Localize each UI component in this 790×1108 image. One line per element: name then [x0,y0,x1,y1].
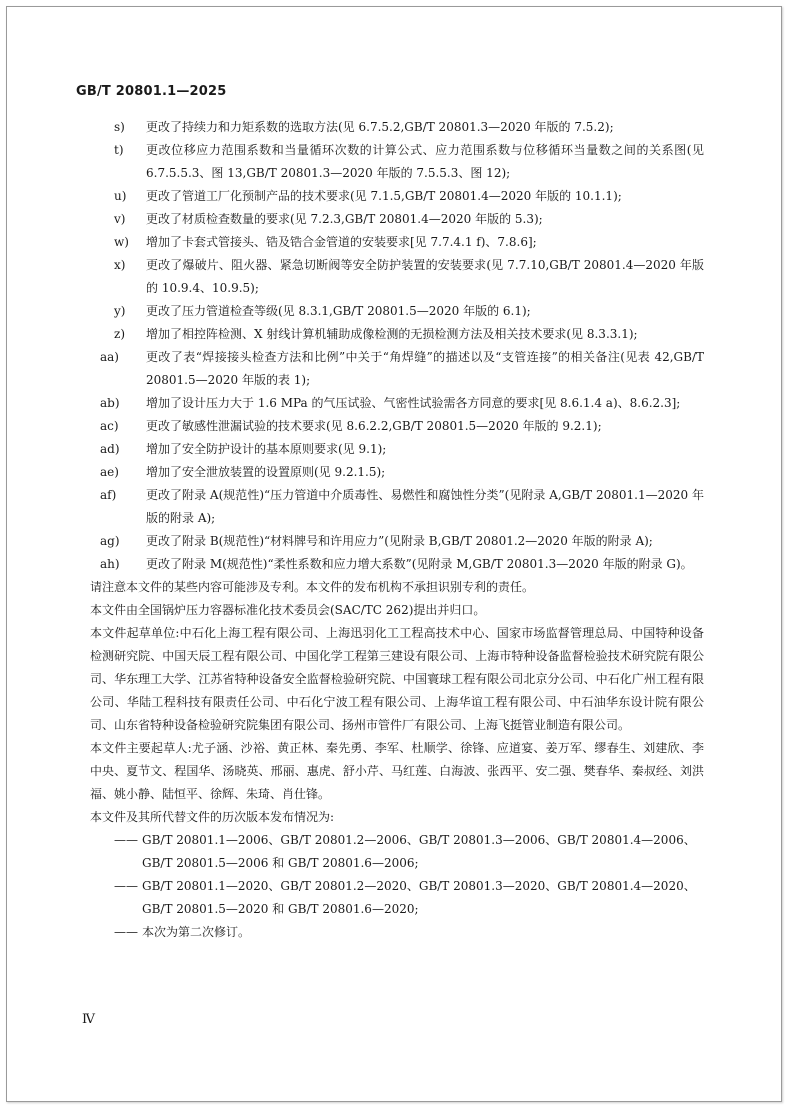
change-item [114,185,704,208]
proposer-statement: 本文件由全国锅炉压力容器标准化技术委员会(SAC/TC 262)提出并归口。 [90,603,486,617]
main-drafters: 本文件主要起草人:尤子涵、沙裕、黄正林、秦先勇、李军、杜顺学、徐锋、应道宴、姜万军、缪春生、刘建欣、李中央、夏节文、程国华、汤晓英、邢丽、惠虎、舒小芹、马红莲、白海波、张西平、安二强、樊春华、秦叔经、刘洪福、姚小静、陆恒平、徐辉、朱琦、肖仕锋。 [90,741,704,801]
change-item [114,300,704,323]
history-list [90,829,704,944]
change-item [100,415,704,438]
change-item [100,461,704,484]
history-item-text: 本次为第二次修订。 [142,925,251,939]
patent-note: 请注意本文件的某些内容可能涉及专利。本文件的发布机构不承担识别专利的责任。 [90,580,535,594]
change-item-text: 更改了持续力和力矩系数的选取方法(见 6.7.5.2,GB/T 20801.3—2020 年版的 7.5.2); [146,120,614,134]
history-item-text: GB/T 20801.1—2020、GB/T 20801.2—2020、GB/T 20801.3—2020、GB/T 20801.4—2020、GB/T 20801.5—2020 和 GB/T 20801.6—2020; [142,879,696,916]
change-item [114,231,704,254]
doc-header-code: GB/T 20801.1—2025 [76,84,227,99]
change-item-label: ag) [100,534,120,548]
change-item-label: y) [114,304,126,318]
history-intro: 本文件及其所代替文件的历次版本发布情况为: [90,810,335,824]
change-item [100,346,704,392]
change-item-label: ah) [100,557,120,571]
change-item [114,208,704,231]
history-item-dash: —— [114,879,138,893]
change-item-label: aa) [100,350,119,364]
change-item-text: 增加了设计压力大于 1.6 MPa 的气压试验、气密性试验需各方同意的要求[见 8.6.1.4 a)、8.6.2.3]; [146,396,681,410]
change-item-label: x) [114,258,126,272]
change-item [114,139,704,185]
change-item [114,323,704,346]
change-item-label: s) [114,120,125,134]
change-item-text: 更改了爆破片、阻火器、紧急切断阀等安全防护装置的安装要求(见 7.7.10,GB/T 20801.4—2020 年版的 10.9.4、10.9.5); [146,258,704,295]
change-item-text: 更改了管道工厂化预制产品的技术要求(见 7.1.5,GB/T 20801.4—2020 年版的 10.1.1); [146,189,622,203]
change-item-text: 增加了卡套式管接头、锆及锆合金管道的安装要求[见 7.7.4.1 f)、7.8.6]; [146,235,537,249]
change-item [100,553,704,576]
change-item-label: v) [114,212,126,226]
change-item [100,438,704,461]
change-item-text: 更改了附录 B(规范性)“材料牌号和许用应力”(见附录 B,GB/T 20801.2—2020 年版的附录 A); [146,534,653,548]
change-item-text: 更改了材质检查数量的要求(见 7.2.3,GB/T 20801.4—2020 年版的 5.3); [146,212,543,226]
change-item-label: t) [114,143,124,157]
history-item-dash: —— [114,925,138,939]
change-item-label: ac) [100,419,119,433]
change-item-text: 更改了附录 M(规范性)“柔性系数和应力增大系数”(见附录 M,GB/T 20801.3—2020 年版的附录 G)。 [146,557,693,571]
change-item-text: 更改了敏感性泄漏试验的技术要求(见 8.6.2.2,GB/T 20801.5—2020 年版的 9.2.1); [146,419,602,433]
change-item [100,530,704,553]
history-item [114,921,704,944]
drafting-units: 本文件起草单位:中石化上海工程有限公司、上海迅羽化工工程高技术中心、国家市场监督管理总局、中国特种设备检测研究院、中国天辰工程有限公司、中国化学工程第三建设有限公司、上海市特种设备监督检验技术研究院有限公司、华东理工大学、江苏省特种设备安全监督检验研究院、中国寰球工程有限公司北京分公司、中石化广州工程有限公司、华陆工程科技有限责任公司、中石化宁波工程有限公司、上海华谊工程有限公司、中石油华东设计院有限公司、山东省特种设备检验研究院集团有限公司、扬州市管件厂有限公司、上海飞挺管业制造有限公司。 [90,626,704,732]
change-item-text: 更改位移应力范围系数和当量循环次数的计算公式、应力范围系数与位移循环当量数之间的关系图(见 6.7.5.5.3、图 13,GB/T 20801.3—2020 年版的 7.5.5.3、图 12); [146,143,704,180]
change-item-label: ab) [100,396,120,410]
document-body [90,116,704,944]
change-item-text: 增加了安全防护设计的基本原则要求(见 9.1); [146,442,387,456]
change-item-text: 增加了安全泄放装置的设置原则(见 9.2.1.5); [146,465,386,479]
change-item-label: ae) [100,465,119,479]
change-item-label: z) [114,327,126,341]
change-item-label: w) [114,235,129,249]
change-item-text: 更改了附录 A(规范性)“压力管道中介质毒性、易燃性和腐蚀性分类”(见附录 A,GB/T 20801.1—2020 年版的附录 A); [146,488,704,525]
change-item [100,484,704,530]
change-item-label: ad) [100,442,120,456]
change-item-label: u) [114,189,127,203]
change-item-text: 更改了表“焊接接头检查方法和比例”中关于“角焊缝”的描述以及“支管连接”的相关备注(见表 42,GB/T 20801.5—2020 年版的表 1); [146,350,704,387]
change-item-text: 增加了相控阵检测、X 射线计算机辅助成像检测的无损检测方法及相关技术要求(见 8.3.3.1); [146,327,638,341]
history-item-dash: —— [114,833,138,847]
change-item [114,254,704,300]
change-item-label: af) [100,488,117,502]
change-item [114,116,704,139]
change-item-text: 更改了压力管道检查等级(见 8.3.1,GB/T 20801.5—2020 年版的 6.1); [146,304,531,318]
page-number: Ⅳ [82,1012,95,1027]
change-item [100,392,704,415]
history-item-text: GB/T 20801.1—2006、GB/T 20801.2—2006、GB/T 20801.3—2006、GB/T 20801.4—2006、GB/T 20801.5—2006 和 GB/T 20801.6—2006; [142,833,696,870]
change-list [100,116,704,576]
history-item [114,875,704,921]
history-item [114,829,704,875]
